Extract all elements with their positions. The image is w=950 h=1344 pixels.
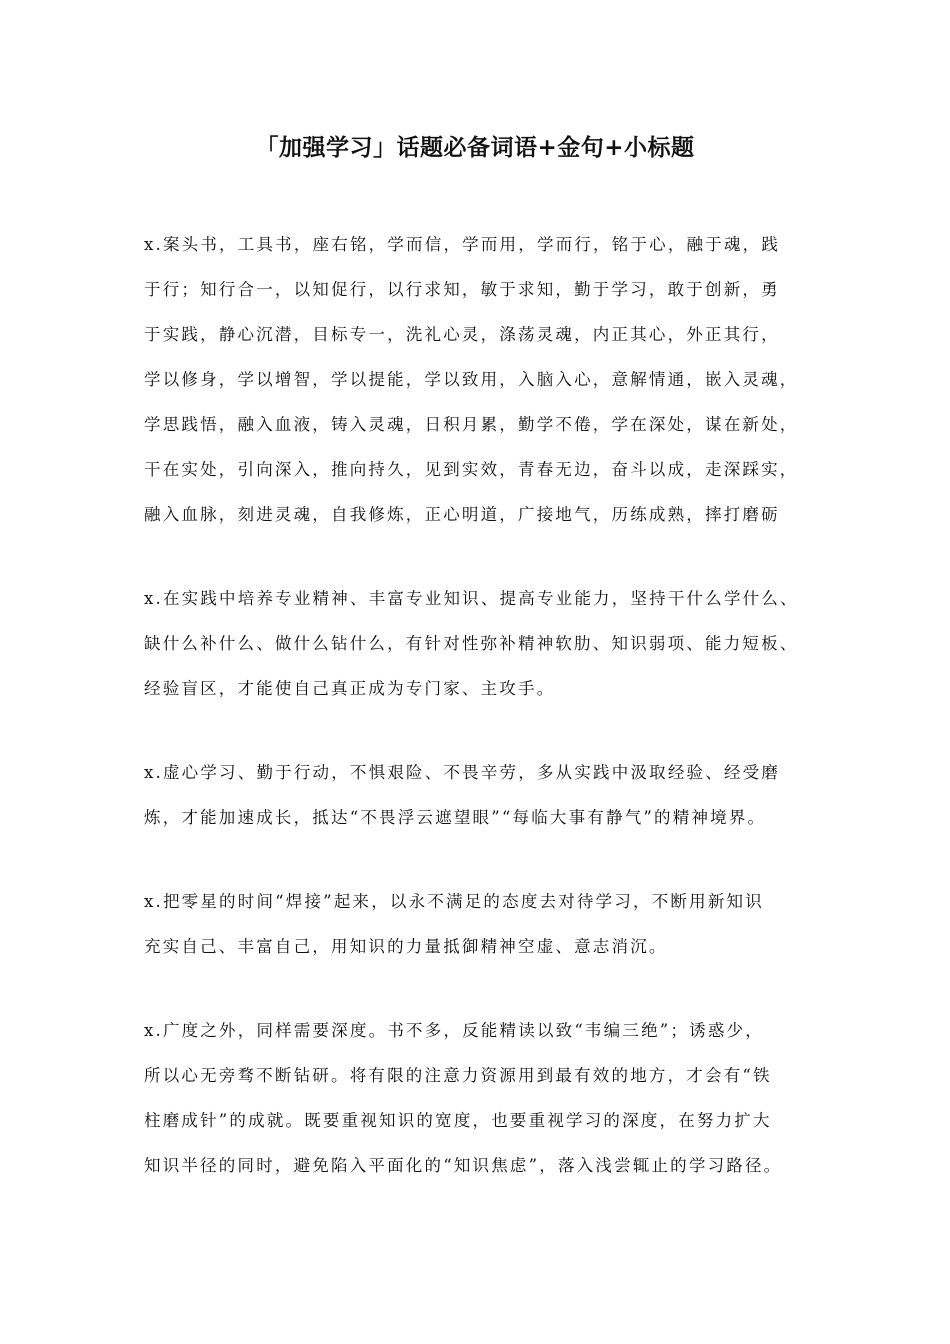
paragraph-1 (144, 222, 824, 537)
text-line: 知识半径的同时，避免陷入平面化的“知识焦虑”，落入浅尝辄止的学习路径。 (144, 1156, 783, 1175)
text-line: 融入血脉，刻进灵魂，自我修炼，正心明道，广接地气，历练成熟，摔打磨砺 (144, 505, 780, 524)
text-line: 于行；知行合一，以知促行，以行求知，敏于求知，勤于学习，敢于创新，勇 (144, 280, 780, 299)
text-line: x.广度之外，同样需要深度。书不多，反能精读以致“韦编三绝”；诱惑少， (144, 1021, 764, 1040)
text-line: 柱磨成针”的成就。既要重视知识的宽度，也要重视学习的深度，在努力扩大 (144, 1111, 772, 1130)
text-line: x.在实践中培养专业精神、丰富专业知识、提高专业能力，坚持干什么学什么、 (144, 589, 799, 608)
text-line: 干在实处，引向深入，推向持久，见到实效，青春无边，奋斗以成，走深踩实， (144, 460, 799, 479)
text-line: 缺什么补什么、做什么钻什么，有针对性弥补精神软肋、知识弱项、能力短板、 (144, 634, 799, 653)
paragraph-2 (144, 576, 824, 711)
text-line: 充实自己、丰富自己，用知识的力量抵御精神空虚、意志消沉。 (144, 937, 668, 956)
text-line: 学以修身，学以增智，学以提能，学以致用，入脑入心，意解情通，嵌入灵魂， (144, 370, 799, 389)
paragraph-3 (144, 750, 824, 840)
paragraph-4 (144, 879, 824, 969)
text-line: x.把零星的时间“焊接”起来，以永不满足的态度去对待学习，不断用新知识 (144, 892, 764, 911)
page-title: 「加强学习」话题必备词语+金句+小标题 (255, 134, 695, 161)
document-body (144, 222, 824, 1188)
text-line: 经验盲区，才能使自己真正成为专门家、主攻手。 (144, 679, 556, 698)
text-line: 于实践，静心沉潜，目标专一，洗礼心灵，涤荡灵魂，内正其心，外正其行， (144, 325, 780, 344)
text-line: 所以心无旁骛不断钻研。将有限的注意力资源用到最有效的地方，才会有“铁 (144, 1066, 772, 1085)
text-line: 学思践悟，融入血液，铸入灵魂，日积月累，勤学不倦，学在深处，谋在新处， (144, 415, 799, 434)
text-line: x.虚心学习、勤于行动，不惧艰险、不畏辛劳，多从实践中汲取经验、经受磨 (144, 763, 781, 782)
paragraph-5 (144, 1008, 824, 1188)
text-line: x.案头书，工具书，座右铭，学而信，学而用，学而行，铭于心，融于魂，践 (144, 235, 781, 254)
text-line: 炼，才能加速成长，抵达“不畏浮云遮望眼”“每临大事有静气”的精神境界。 (144, 808, 767, 827)
